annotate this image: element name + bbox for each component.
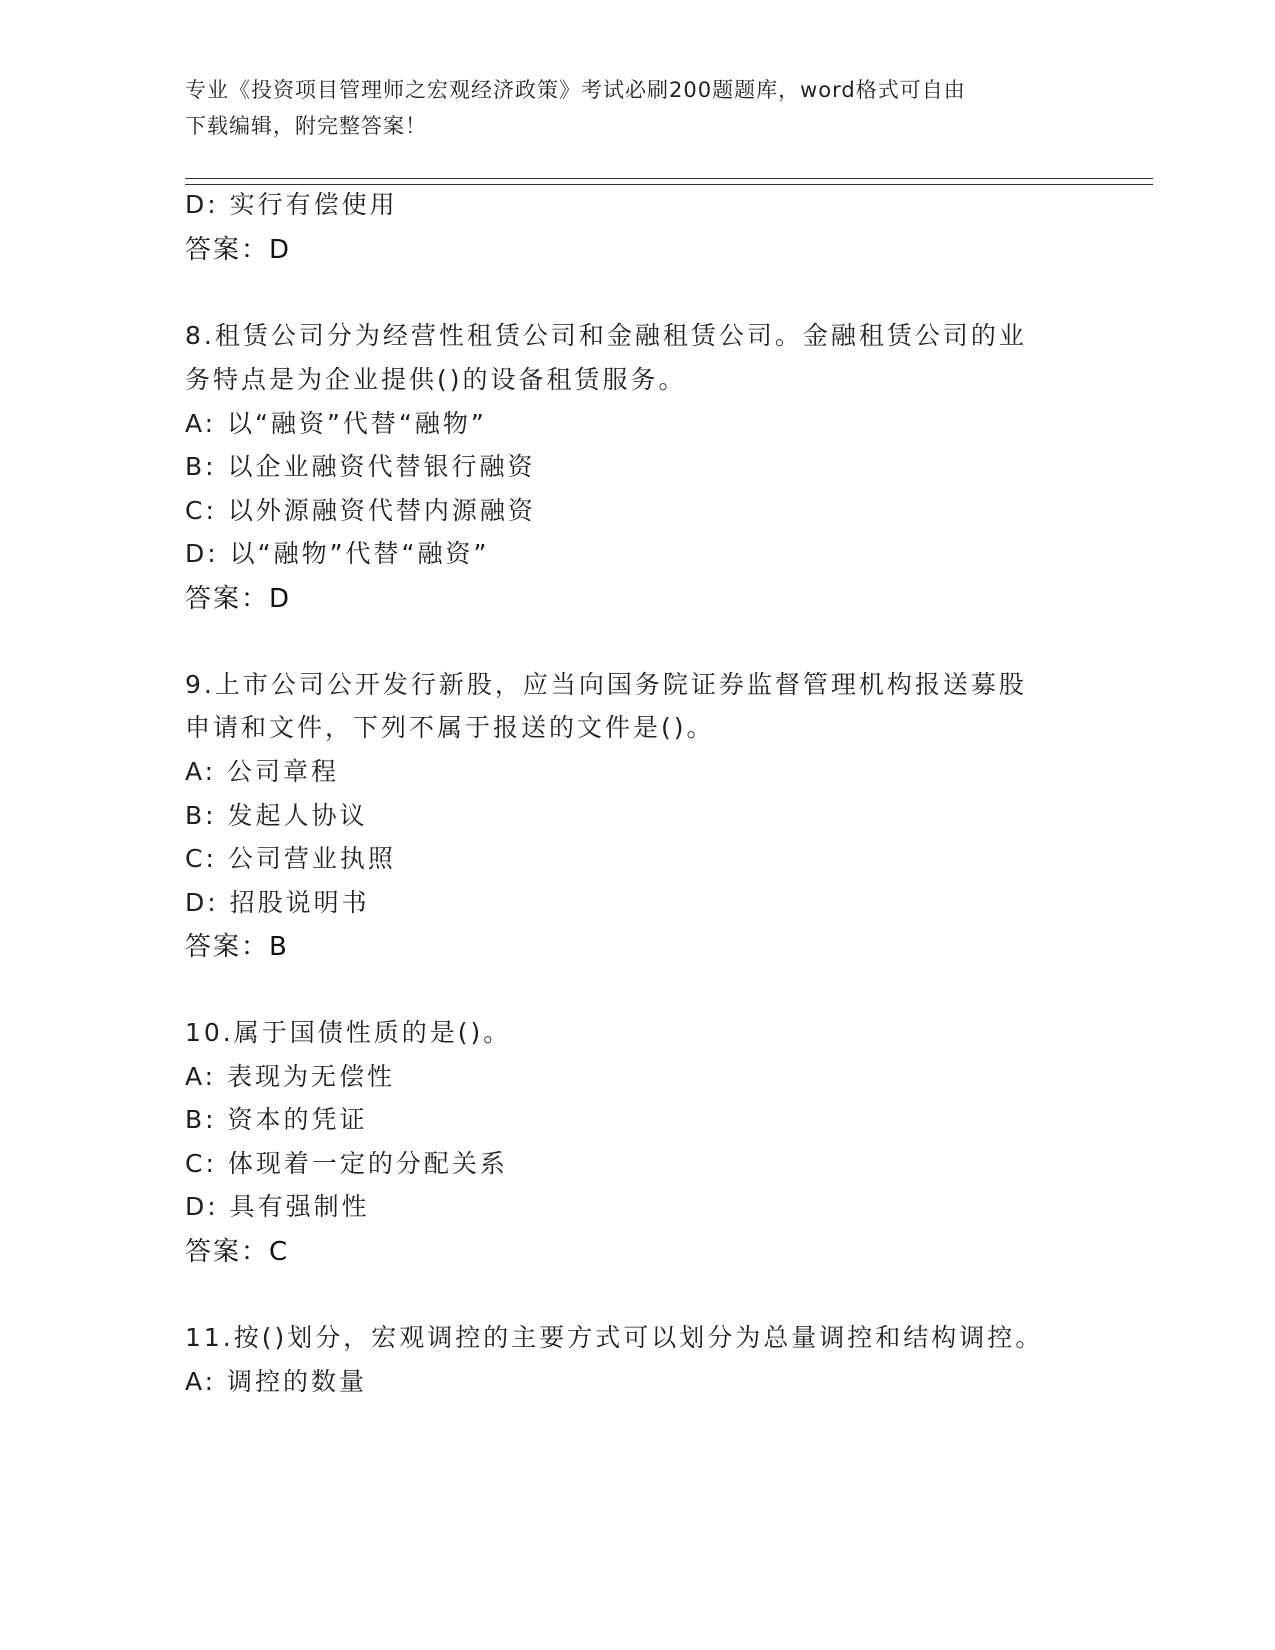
- prev-question-option-d: D: 实行有偿使用: [185, 190, 398, 219]
- q9-option-a: A: 公司章程: [185, 757, 340, 786]
- q10-answer: 答案：C: [185, 1237, 290, 1267]
- document-header: [185, 72, 1065, 144]
- q10-option-b: B: 资本的凭证: [185, 1105, 368, 1134]
- q9-option-d: D: 招股说明书: [185, 888, 370, 917]
- q8-stem-line-1: 8.租赁公司分为经营性租赁公司和金融租赁公司。金融租赁公司的业: [185, 321, 1027, 350]
- header-title-line-1: 专业《投资项目管理师之宏观经济政策》考试必刷200题题库，word格式可自由: [185, 78, 966, 102]
- q10-option-c: C: 体现着一定的分配关系: [185, 1149, 508, 1178]
- q11-stem-line-1: 11.按()划分，宏观调控的主要方式可以划分为总量调控和结构调控。: [185, 1323, 1044, 1352]
- q11-option-a: A: 调控的数量: [185, 1367, 368, 1396]
- q9-stem-line-1: 9.上市公司公开发行新股，应当向国务院证券监督管理机构报送募股: [185, 670, 1027, 699]
- q10-option-a: A: 表现为无偿性: [185, 1062, 396, 1091]
- q8-option-d: D: 以“融物”代替“融资”: [185, 539, 490, 568]
- q10-option-d: D: 具有强制性: [185, 1192, 370, 1221]
- header-title-line-2: 下载编辑，附完整答案！: [185, 114, 427, 138]
- q10-stem-line-1: 10.属于国债性质的是()。: [185, 1018, 512, 1047]
- q8-option-b: B: 以企业融资代替银行融资: [185, 452, 536, 481]
- q9-stem-line-2: 申请和文件，下列不属于报送的文件是()。: [185, 713, 715, 742]
- q9-option-c: C: 公司营业执照: [185, 844, 396, 873]
- header-divider-top: [185, 178, 1153, 179]
- q9-answer: 答案：B: [185, 932, 289, 962]
- prev-question-answer: 答案：D: [185, 235, 292, 265]
- q8-stem-line-2: 务特点是为企业提供()的设备租赁服务。: [185, 365, 687, 394]
- q8-option-a: A: 以“融资”代替“融物”: [185, 409, 487, 438]
- q8-option-c: C: 以外源融资代替内源融资: [185, 496, 536, 525]
- q9-option-b: B: 发起人协议: [185, 801, 368, 830]
- q8-answer: 答案：D: [185, 584, 292, 614]
